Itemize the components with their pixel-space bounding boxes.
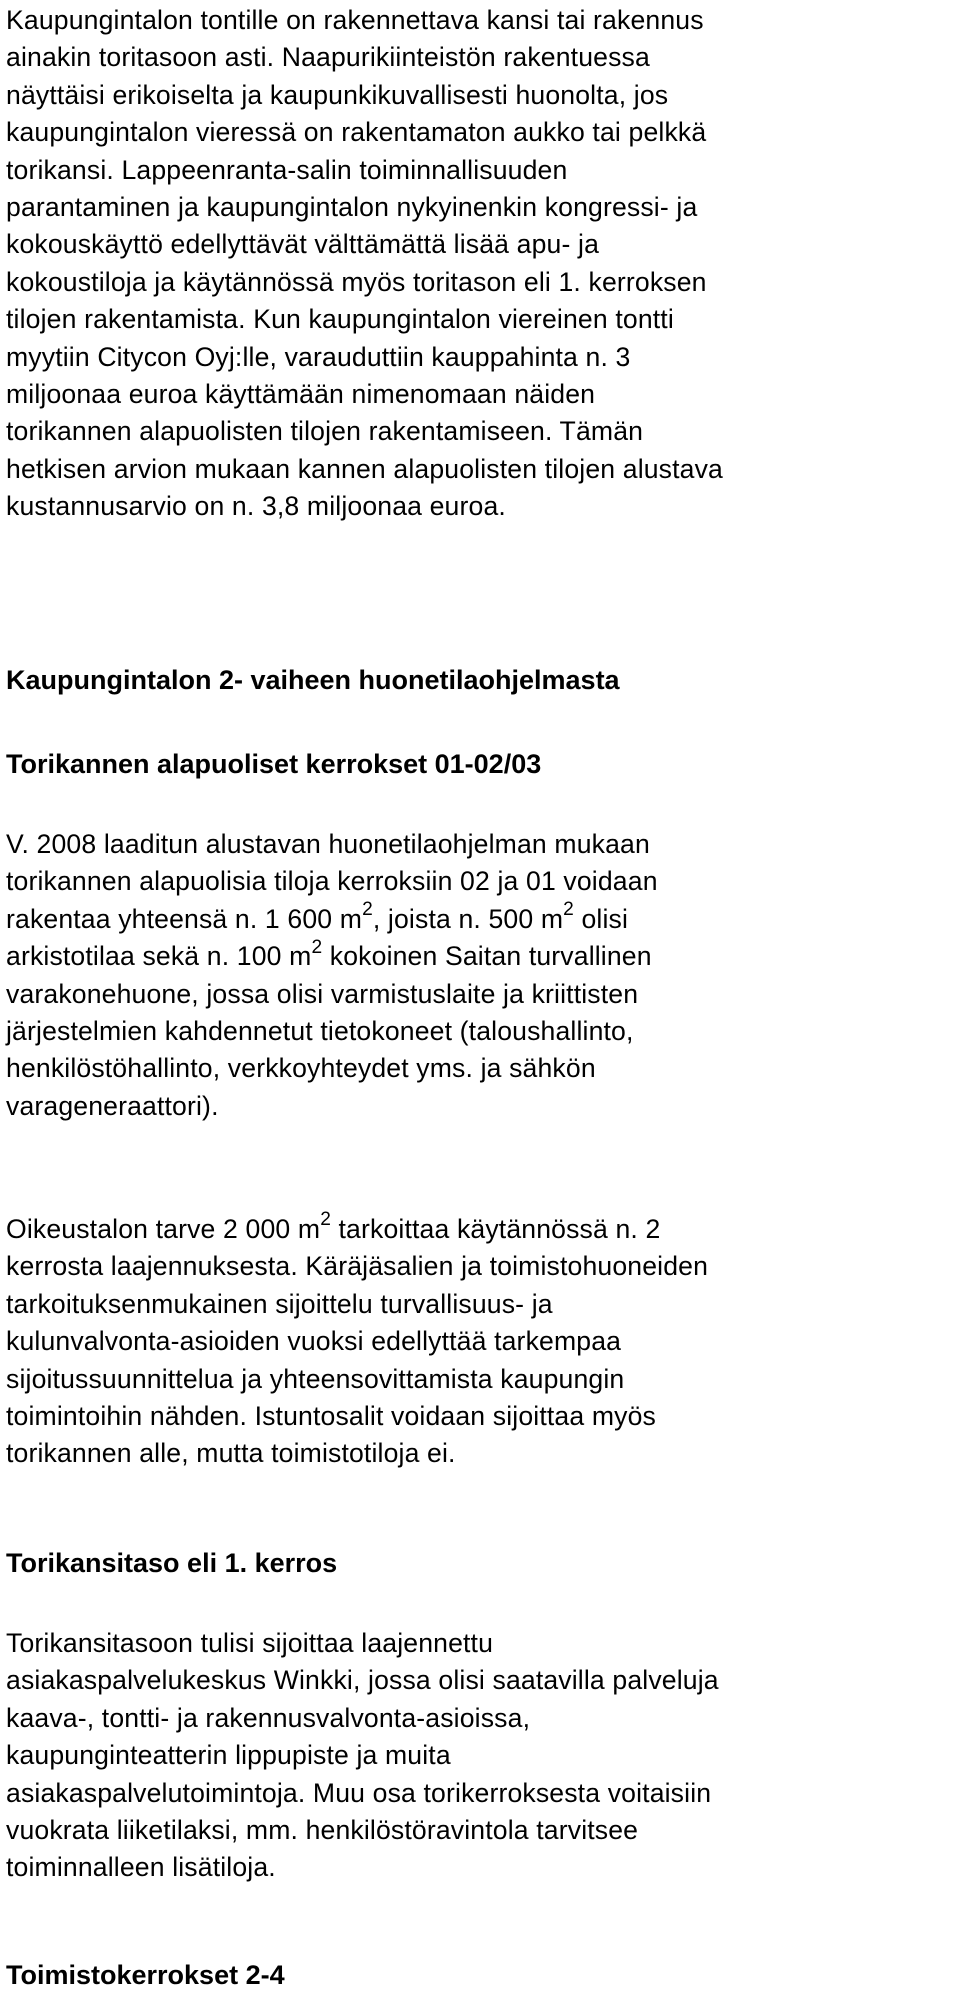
paragraph-line: toiminnalleen lisätiloja. <box>6 1852 276 1883</box>
paragraph-line: torikansi. Lappeenranta-salin toiminnallisuuden <box>6 154 568 185</box>
paragraph-line: Kaupungintalon tontille on rakennettava kansi tai rakennus <box>6 5 704 35</box>
text-segment: , joista n. 500 m <box>372 903 564 934</box>
paragraph-line <box>6 901 956 938</box>
paragraph-line: myytiin Citycon Oyj:lle, varauduttiin kauppahinta n. 3 <box>6 341 631 372</box>
text-segment: tarkoittaa käytännössä n. 2 <box>330 1214 661 1244</box>
superscript: 2 <box>320 1209 331 1231</box>
paragraph-line: kaava-, tontti- ja rakennusvalvonta-asioissa, <box>6 1702 531 1733</box>
paragraph-line: asiakaspalvelutoimintoja. Muu osa torikerroksesta voitaisiin <box>6 1777 712 1808</box>
section-heading-below-deck: Torikannen alapuoliset kerrokset 01-02/03 <box>6 749 542 779</box>
paragraph-line: toimintoihin nähden. Istuntosalit voidaan sijoittaa myös <box>6 1401 656 1432</box>
section-heading-phase2: Kaupungintalon 2- vaiheen huonetilaohjelmasta <box>6 665 620 695</box>
paragraph-line: torikannen alapuolisten tilojen rakentamiseen. Tämän <box>6 416 644 447</box>
paragraph-line: asiakaspalvelukeskus Winkki, jossa olisi saatavilla palveluja <box>6 1665 719 1696</box>
paragraph-line <box>6 938 956 975</box>
paragraph-line: parantaminen ja kaupungintalon nykyinenkin kongressi- ja <box>6 192 698 223</box>
paragraph-line: järjestelmien kahdennetut tietokoneet (taloushallinto, <box>6 1016 634 1047</box>
paragraph-line: varageneraattori). <box>6 1090 219 1121</box>
paragraph-line: torikannen alle, mutta toimistotiloja ei. <box>6 1438 456 1469</box>
superscript: 2 <box>362 899 373 921</box>
paragraph-line: henkilöstöhallinto, verkkoyhteydet yms. ja sähkön <box>6 1053 596 1084</box>
paragraph-line: kaupunginteatterin lippupiste ja muita <box>6 1740 451 1771</box>
paragraph-line: sijoitussuunnittelua ja yhteensovittamista kaupungin <box>6 1363 625 1394</box>
paragraph-line: kulunvalvonta-asioiden vuoksi edellyttää tarkempaa <box>6 1326 622 1357</box>
paragraph-line: kaupungintalon vieressä on rakentamaton aukko tai pelkkä <box>6 117 707 148</box>
section-heading-market-level: Torikansitaso eli 1. kerros <box>6 1548 338 1578</box>
paragraph-line: kerrosta laajennuksesta. Käräjäsalien ja toimistohuoneiden <box>6 1251 709 1282</box>
paragraph-line: miljoonaa euroa käyttämään nimenomaan näiden <box>6 379 596 410</box>
room-program-paragraph <box>6 826 956 1125</box>
text-segment: kokoinen Saitan turvallinen <box>322 941 652 972</box>
intro-paragraph <box>6 2 956 526</box>
superscript: 2 <box>563 899 574 921</box>
paragraph-line: tilojen rakentamista. Kun kaupungintalon viereinen tontti <box>6 304 674 335</box>
paragraph-line: vuokrata liiketilaksi, mm. henkilöstöravintola tarvitsee <box>6 1815 639 1846</box>
paragraph-line: Torikansitasoon tulisi sijoittaa laajennettu <box>6 1628 494 1658</box>
paragraph-line <box>6 1211 956 1248</box>
paragraph-line: näyttäisi erikoiselta ja kaupunkikuvallisesti huonolta, jos <box>6 79 669 110</box>
text-segment: arkistotilaa sekä n. 100 m <box>6 941 312 972</box>
paragraph-line: kokouskäyttö edellyttävät välttämättä lisää apu- ja <box>6 229 600 260</box>
paragraph-line: tarkoituksenmukainen sijoittelu turvallisuus- ja <box>6 1288 553 1319</box>
superscript: 2 <box>311 936 323 958</box>
section-heading-office-floors: Toimistokerrokset 2-4 <box>6 1960 285 1990</box>
paragraph-line: varakonehuone, jossa olisi varmistuslaite ja kriittisten <box>6 978 639 1009</box>
paragraph-line: kustannusarvio on n. 3,8 miljoonaa euroa. <box>6 491 506 522</box>
paragraph-line: kokoustiloja ja käytännössä myös toritason eli 1. kerroksen <box>6 266 707 297</box>
paragraph-line: hetkisen arvion mukaan kannen alapuolisten tilojen alustava <box>6 453 723 484</box>
paragraph-line: torikannen alapuolisia tiloja kerroksiin 02 ja 01 voidaan <box>6 866 658 897</box>
text-segment: rakentaa yhteensä n. 1 600 m <box>6 903 363 934</box>
paragraph-line: V. 2008 laaditun alustavan huonetilaohjelman mukaan <box>6 829 650 859</box>
text-segment: Oikeustalon tarve 2 000 m <box>6 1214 321 1244</box>
market-level-paragraph <box>6 1625 956 1887</box>
text-segment: olisi <box>573 903 629 934</box>
courthouse-paragraph <box>6 1211 956 1473</box>
paragraph-line: ainakin toritasoon asti. Naapurikiinteistön rakentuessa <box>6 42 650 73</box>
